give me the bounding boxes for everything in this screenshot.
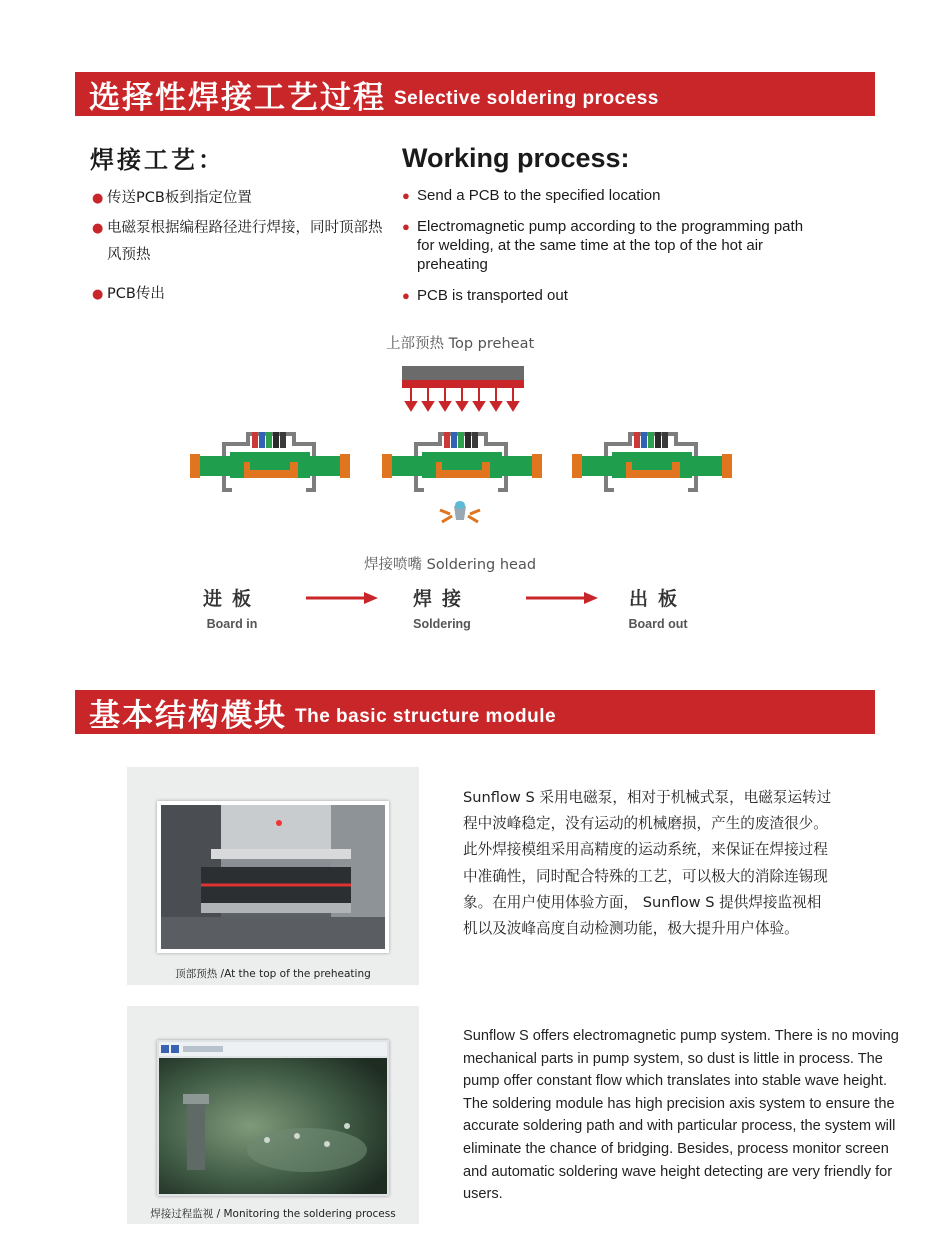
pcb-fixture-board-out-icon	[572, 432, 732, 490]
list-item: ● PCB传出	[92, 281, 387, 308]
bullet-dot-icon: ●	[92, 191, 104, 206]
top-preheat-label: 上部预热 Top preheat	[386, 336, 535, 352]
soldering-head-label: 焊接喷嘴 Soldering head	[364, 557, 537, 573]
photo-frame	[157, 1040, 389, 1196]
step-label-en: Board in	[206, 617, 258, 631]
description-paragraph-en: Sunflow S offers electromagnetic pump system. There is no moving mechanical parts in pump system, so dust is little in process. The pump offer constant flow which translates into stable wave height. The soldering module has high precision axis system to ensure the accurate soldering path and with particular process, the system will eliminate the chance of bridging. Besides, process monitor screen and automatic soldering wave height detecting are very friendly for users.	[463, 1028, 899, 1203]
list-item: ● PCB is transported out	[402, 287, 568, 304]
bullet-list-cn	[92, 185, 387, 308]
heading-cn: 焊接工艺：	[90, 146, 225, 174]
photo-card-preheating	[127, 767, 419, 985]
bullet-dot-icon: ●	[92, 287, 104, 302]
banner-title-en: The basic structure module	[295, 706, 557, 727]
banner-title-cn: 基本结构模块	[89, 697, 287, 734]
step-label-cn: 焊接	[412, 588, 471, 610]
photo-card-monitoring	[127, 1006, 419, 1224]
step-label-en: Board out	[628, 617, 688, 631]
soldering-nozzle-icon	[440, 501, 480, 522]
step-label-cn: 出板	[628, 588, 687, 610]
monitoring-screen-photo	[157, 1040, 389, 1196]
list-item: ● Electromagnetic pump according to the programming path for welding, at the same time at the top of the hot air preheating	[402, 218, 804, 273]
arrow-right-icon	[526, 590, 598, 606]
pcb-fixture-board-in-icon	[190, 432, 350, 490]
list-item: ● 传送PCB板到指定位置	[92, 185, 387, 212]
list-item: ● Send a PCB to the specified location	[402, 187, 661, 204]
description-paragraph-cn: Sunflow S 采用电磁泵，相对于机械式泵，电磁泵运转过程中波峰稳定，没有运动的机械磨损，产生的废渣很少。此外焊接模组采用高精度的运动系统，来保证在焊接过程中准确性，同时配合特殊的工艺，可以极大的消除连锡现象。在用户使用体验方面， Sunflow S 提供焊接监视相机以及波峰高度自动检测功能，极大提升用户体验。	[463, 789, 832, 938]
step-label-en: Soldering	[413, 617, 471, 631]
section-banner-structure-module	[75, 690, 875, 734]
banner-title-en: Selective soldering process	[394, 88, 659, 109]
bullet-dot-icon: ●	[402, 188, 410, 203]
step-soldering	[392, 584, 492, 631]
bullet-dot-icon: ●	[92, 221, 104, 236]
heading-en: Working process:	[402, 143, 630, 173]
step-label-cn: 进板	[202, 588, 261, 610]
photo-caption: 顶部预热 /At the top of the preheating	[175, 968, 371, 980]
pcb-fixture-soldering-icon	[382, 432, 542, 490]
bullet-dot-icon: ●	[402, 288, 410, 303]
arrow-right-icon	[306, 590, 378, 606]
heat-arrows-icon	[406, 388, 518, 410]
bullet-dot-icon: ●	[402, 219, 410, 234]
photo-caption: 焊接过程监视 / Monitoring the soldering process	[150, 1208, 396, 1220]
preheating-machine-photo	[161, 805, 385, 949]
bullet-list-en	[402, 186, 807, 305]
photo-frame	[157, 801, 389, 953]
section-banner-soldering-process	[75, 72, 875, 116]
step-board-out	[608, 584, 708, 631]
list-item: ● 电磁泵根据编程路径进行焊接，同时顶部热风预热	[92, 215, 387, 269]
step-board-in	[182, 584, 282, 631]
process-diagram	[170, 360, 740, 540]
banner-title-cn: 选择性焊接工艺过程	[89, 79, 386, 116]
